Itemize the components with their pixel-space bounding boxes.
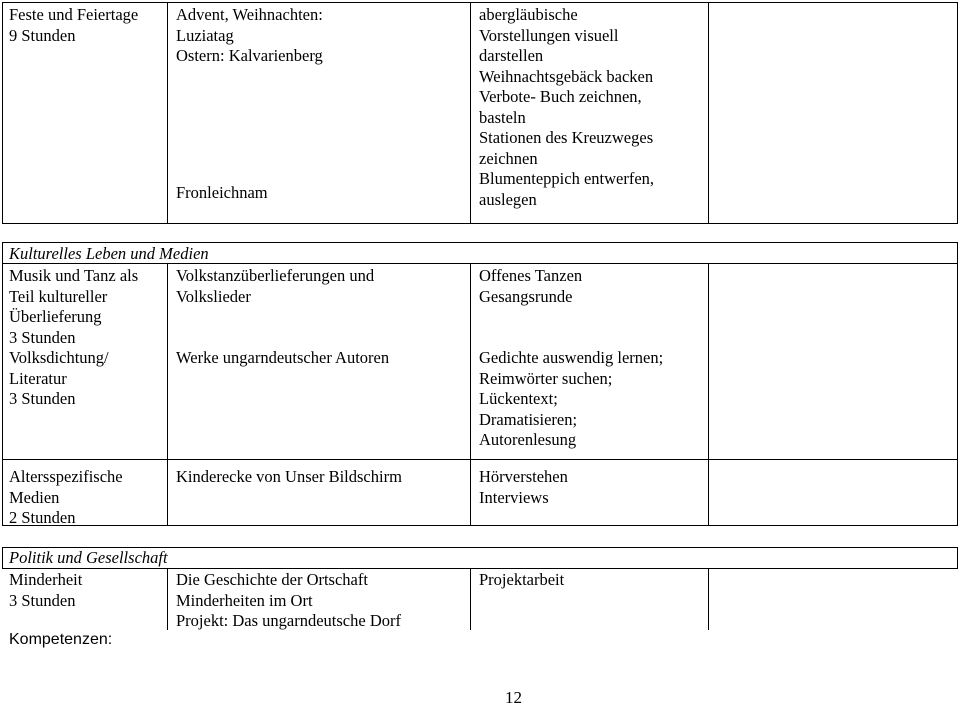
topic-cell-musik: Musik und Tanz als Teil kultureller Überlieferung 3 Stunden Volksdichtung/ Literatur 3 Stunden: [9, 266, 139, 408]
topic-cell-minderheit: Minderheit 3 Stunden: [9, 570, 83, 610]
column-divider-1: [167, 263, 168, 526]
content-cell-kinderecke: Kinderecke von Unser Bildschirm: [176, 467, 402, 486]
column-divider-1: [167, 2, 168, 224]
row-divider: [2, 459, 958, 460]
column-divider-3: [708, 568, 709, 630]
activity-cell-tanzen: Offenes Tanzen Gesangsrunde: [479, 266, 583, 306]
column-divider-2: [470, 568, 471, 630]
activity-cell-projektarbeit: Projektarbeit: [479, 570, 565, 589]
content-cell-fronleichnam: Fronleichnam: [176, 183, 268, 202]
kompetenzen-label: Kompetenzen:: [9, 631, 113, 648]
column-divider-2: [470, 2, 471, 224]
activity-cell: abergläubische Vorstellungen visuell darstellen Weihnachtsgebäck backen Verbote- Buch zeichnen, basteln Stationen des Kreuzweges zeichnen Blumenteppich entwerfen, auslegen: [479, 5, 655, 209]
topic-cell-medien: Altersspezifische Medien 2 Stunden: [9, 467, 123, 527]
activity-cell-hoerverstehen: Hörverstehen Interviews: [479, 467, 568, 507]
column-divider-3: [708, 263, 709, 526]
column-divider-2: [470, 263, 471, 526]
column-divider-3: [708, 2, 709, 224]
content-cell: Advent, Weihnachten: Luziatag Ostern: Kalvarienberg: [176, 5, 323, 65]
section-title-politik: Politik und Gesellschaft: [9, 548, 168, 567]
activity-cell-gedichte: Gedichte auswendig lernen; Reimwörter suchen; Lückentext; Dramatisieren; Autorenlesung: [479, 348, 664, 449]
content-cell-werke: Werke ungarndeutscher Autoren: [176, 348, 390, 367]
section-title-kultur: Kulturelles Leben und Medien: [9, 244, 209, 263]
content-cell-volkstanz: Volkstanzüberlieferungen und Volkslieder: [176, 266, 375, 306]
content-cell-geschichte: Die Geschichte der Ortschaft Minderheiten im Ort Projekt: Das ungarndeutsche Dorf: [176, 570, 401, 630]
page-number: 12: [505, 688, 522, 707]
topic-cell: Feste und Feiertage 9 Stunden: [9, 5, 139, 45]
column-divider-1: [167, 568, 168, 630]
